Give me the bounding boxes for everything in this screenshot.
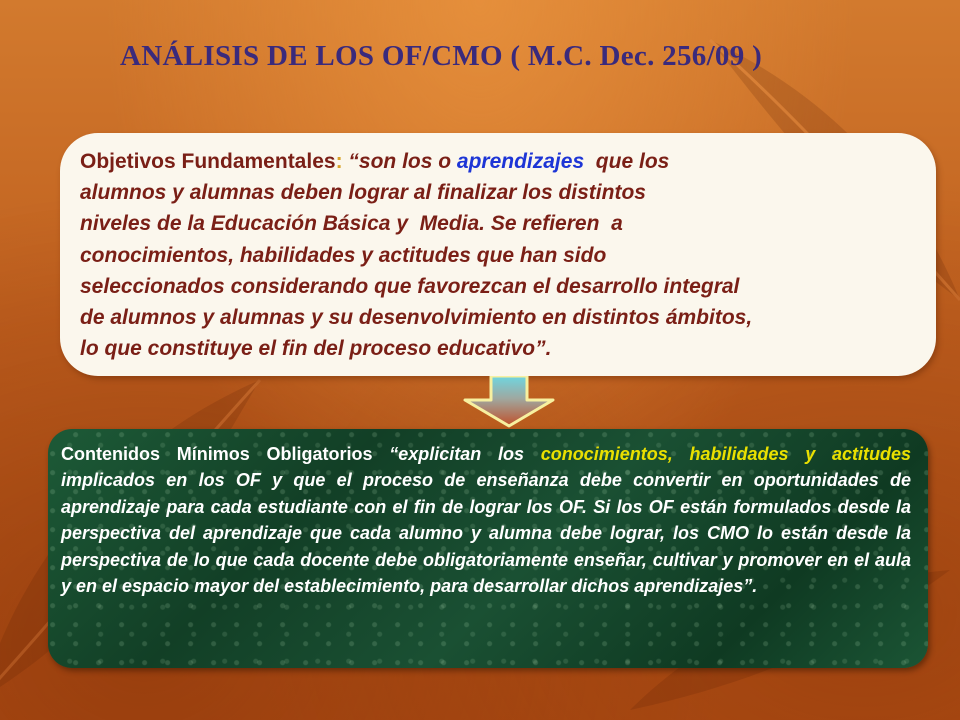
contenidos-minimos-box bbox=[48, 429, 928, 668]
cmo-keyword-habilidades: habilidades y actitudes bbox=[689, 444, 911, 464]
objetivos-fundamentales-text bbox=[80, 146, 940, 364]
down-arrow-icon bbox=[459, 376, 559, 428]
of-colon: : bbox=[335, 150, 343, 173]
cmo-label: Contenidos Mínimos Obligatorios bbox=[61, 444, 390, 464]
of-quote-open: “son los o bbox=[342, 150, 457, 173]
of-line-3: niveles de la Educación Básica y Media. Se refieren a bbox=[80, 212, 623, 236]
contenidos-minimos-text bbox=[61, 441, 911, 599]
of-line-5: seleccionados considerando que favorezcan el desarrollo integral bbox=[80, 274, 740, 298]
of-line-7: lo que constituye el fin del proceso educativo”. bbox=[80, 337, 552, 361]
of-line-6: de alumnos y alumnas y su desenvolvimiento en distintos ámbitos, bbox=[80, 306, 753, 330]
objetivos-fundamentales-box bbox=[60, 133, 936, 376]
of-keyword-aprendizajes: aprendizajes bbox=[456, 150, 585, 173]
slide-title: ANÁLISIS DE LOS OF/CMO ( M.C. Dec. 256/09 ) bbox=[120, 40, 763, 72]
of-label: Objetivos Fundamentales bbox=[80, 150, 336, 173]
of-line-2: alumnos y alumnas deben lograr al finalizar los distintos bbox=[80, 181, 646, 205]
of-line-1: que los bbox=[584, 150, 670, 173]
cmo-keyword-conocimientos: conocimientos, bbox=[540, 444, 673, 464]
of-line-4: conocimientos, habilidades y actitudes que han sido bbox=[80, 243, 607, 267]
cmo-body-text: implicados en los OF y que el proceso de enseñanza debe convertir en oportunidades de aprendizaje para cada estudiante con el fin de lograr los OF. Si los OF están formulados desde la perspectiva del aprendizaje que cada alumno y alumna debe lograr, los CMO lo están desde la perspectiva de lo que cada docente debe obligatoriamente enseñar, cultivar y promover en el aula y en el espacio mayor del establecimiento, para desarrollar dichos aprendizajes”. bbox=[61, 470, 911, 597]
cmo-quote-start: “explicitan los bbox=[389, 444, 541, 464]
